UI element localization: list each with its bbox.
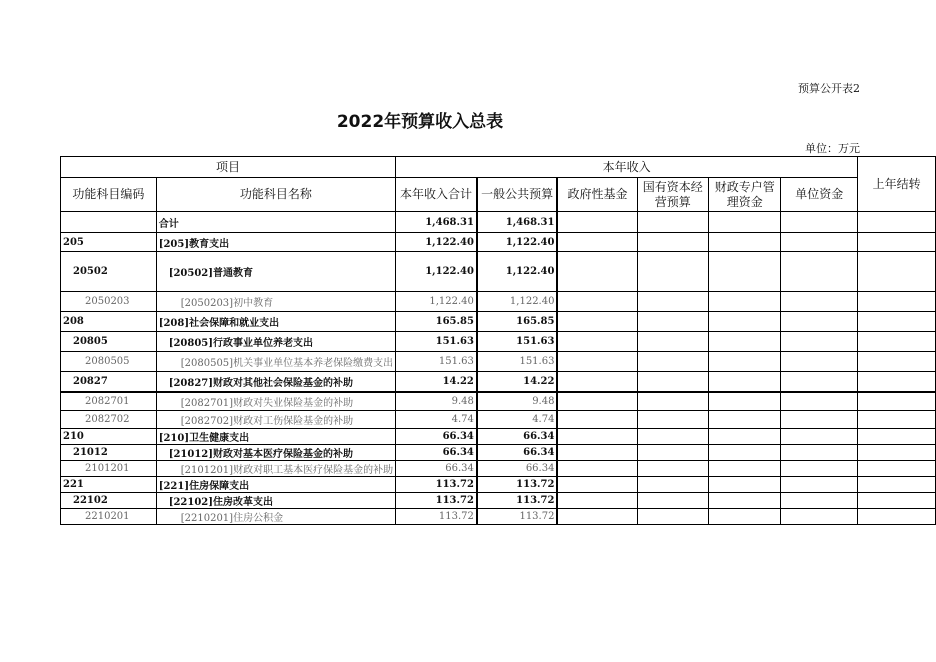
row-carryover: [858, 493, 936, 509]
row-carryover: [858, 352, 936, 372]
row-state-capital-budget: [637, 352, 709, 372]
row-carryover: [858, 372, 936, 392]
row-general-budget: 9.48: [477, 392, 558, 411]
row-special-account-funds: [709, 292, 781, 312]
row-total: 1,122.40: [396, 252, 477, 292]
row-special-account-funds: [709, 212, 781, 233]
row-code: 205: [61, 233, 157, 252]
row-unit-funds: [781, 461, 858, 477]
header-state-capital-budget: 国有资本经营预算: [637, 178, 709, 212]
row-name: [210]卫生健康支出: [156, 429, 395, 445]
row-carryover: [858, 212, 936, 233]
row-total: 151.63: [396, 352, 477, 372]
row-special-account-funds: [709, 477, 781, 493]
header-current-income: 本年收入: [396, 157, 858, 178]
row-name: [2082702]财政对工伤保险基金的补助: [156, 411, 395, 429]
row-special-account-funds: [709, 509, 781, 525]
row-special-account-funds: [709, 461, 781, 477]
row-code: 2101201: [61, 461, 157, 477]
row-carryover: [858, 312, 936, 332]
row-unit-funds: [781, 332, 858, 352]
row-general-budget: 66.34: [477, 445, 558, 461]
row-unit-funds: [781, 352, 858, 372]
row-state-capital-budget: [637, 461, 709, 477]
row-state-capital-budget: [637, 445, 709, 461]
row-unit-funds: [781, 493, 858, 509]
row-name: [208]社会保障和就业支出: [156, 312, 395, 332]
row-general-budget: 151.63: [477, 332, 558, 352]
row-name: [20805]行政事业单位养老支出: [156, 332, 395, 352]
row-government-fund: [557, 212, 637, 233]
row-state-capital-budget: [637, 252, 709, 292]
row-special-account-funds: [709, 493, 781, 509]
row-government-fund: [557, 461, 637, 477]
row-state-capital-budget: [637, 509, 709, 525]
table-number-label: 预算公开表2: [798, 82, 860, 95]
row-general-budget: 14.22: [477, 372, 558, 392]
row-carryover: [858, 332, 936, 352]
row-carryover: [858, 445, 936, 461]
row-code: 208: [61, 312, 157, 332]
row-special-account-funds: [709, 332, 781, 352]
row-code: 2082701: [61, 392, 157, 411]
row-state-capital-budget: [637, 332, 709, 352]
row-name: [205]教育支出: [156, 233, 395, 252]
row-general-budget: 113.72: [477, 509, 558, 525]
row-state-capital-budget: [637, 392, 709, 411]
row-unit-funds: [781, 411, 858, 429]
row-general-budget: 165.85: [477, 312, 558, 332]
table-row: [61, 429, 936, 445]
row-code: 21012: [61, 445, 157, 461]
row-name: [20827]财政对其他社会保险基金的补助: [156, 372, 395, 392]
table-row: [61, 312, 936, 332]
header-project: 项目: [61, 157, 396, 178]
row-special-account-funds: [709, 372, 781, 392]
row-total: 66.34: [396, 445, 477, 461]
row-code: 210: [61, 429, 157, 445]
row-special-account-funds: [709, 429, 781, 445]
row-government-fund: [557, 509, 637, 525]
row-name: [21012]财政对基本医疗保险基金的补助: [156, 445, 395, 461]
row-total: 113.72: [396, 477, 477, 493]
row-carryover: [858, 429, 936, 445]
row-unit-funds: [781, 292, 858, 312]
row-general-budget: 113.72: [477, 477, 558, 493]
row-general-budget: 113.72: [477, 493, 558, 509]
row-government-fund: [557, 372, 637, 392]
table-row: [61, 509, 936, 525]
row-special-account-funds: [709, 233, 781, 252]
row-state-capital-budget: [637, 292, 709, 312]
table-row: [61, 372, 936, 392]
row-special-account-funds: [709, 392, 781, 411]
row-carryover: [858, 411, 936, 429]
row-state-capital-budget: [637, 212, 709, 233]
row-name: [20502]普通教育: [156, 252, 395, 292]
row-name: [2210201]住房公积金: [156, 509, 395, 525]
row-carryover: [858, 392, 936, 411]
row-special-account-funds: [709, 445, 781, 461]
row-name: [2101201]财政对职工基本医疗保险基金的补助: [156, 461, 395, 477]
row-unit-funds: [781, 212, 858, 233]
table-row: [61, 233, 936, 252]
table-row: [61, 461, 936, 477]
row-code: 20805: [61, 332, 157, 352]
row-carryover: [858, 252, 936, 292]
row-carryover: [858, 292, 936, 312]
budget-income-table: [60, 156, 936, 525]
row-general-budget: 66.34: [477, 429, 558, 445]
row-general-budget: 1,468.31: [477, 212, 558, 233]
row-carryover: [858, 233, 936, 252]
table-row: [61, 477, 936, 493]
row-unit-funds: [781, 509, 858, 525]
row-code: [61, 212, 157, 233]
row-special-account-funds: [709, 411, 781, 429]
row-government-fund: [557, 332, 637, 352]
table-row: [61, 392, 936, 411]
row-total: 151.63: [396, 332, 477, 352]
row-general-budget: 1,122.40: [477, 292, 558, 312]
row-unit-funds: [781, 445, 858, 461]
table-body: [61, 212, 936, 525]
row-state-capital-budget: [637, 493, 709, 509]
row-carryover: [858, 461, 936, 477]
row-unit-funds: [781, 252, 858, 292]
row-code: 2082702: [61, 411, 157, 429]
row-general-budget: 1,122.40: [477, 233, 558, 252]
row-general-budget: 4.74: [477, 411, 558, 429]
row-state-capital-budget: [637, 429, 709, 445]
row-total: 165.85: [396, 312, 477, 332]
row-code: 20827: [61, 372, 157, 392]
row-government-fund: [557, 233, 637, 252]
row-unit-funds: [781, 233, 858, 252]
row-government-fund: [557, 477, 637, 493]
row-general-budget: 151.63: [477, 352, 558, 372]
table-row: [61, 352, 936, 372]
row-name: [2082701]财政对失业保险基金的补助: [156, 392, 395, 411]
row-code: 2210201: [61, 509, 157, 525]
row-code: 2050203: [61, 292, 157, 312]
header-unit-funds: 单位资金: [781, 178, 858, 212]
row-code: 20502: [61, 252, 157, 292]
row-general-budget: 66.34: [477, 461, 558, 477]
row-government-fund: [557, 352, 637, 372]
table-row: [61, 493, 936, 509]
row-special-account-funds: [709, 252, 781, 292]
header-total: 本年收入合计: [396, 178, 477, 212]
table-row: [61, 252, 936, 292]
row-carryover: [858, 477, 936, 493]
row-name: [221]住房保障支出: [156, 477, 395, 493]
row-government-fund: [557, 429, 637, 445]
row-total: 113.72: [396, 509, 477, 525]
row-government-fund: [557, 445, 637, 461]
header-code: 功能科目编码: [61, 178, 157, 212]
table-row: [61, 411, 936, 429]
row-government-fund: [557, 392, 637, 411]
table-row: [61, 332, 936, 352]
table-row: [61, 292, 936, 312]
row-code: 221: [61, 477, 157, 493]
row-government-fund: [557, 312, 637, 332]
unit-label: 单位：万元: [805, 142, 860, 155]
row-carryover: [858, 509, 936, 525]
row-state-capital-budget: [637, 477, 709, 493]
header-special-account-funds: 财政专户管理资金: [709, 178, 781, 212]
row-total: 66.34: [396, 429, 477, 445]
row-total: 4.74: [396, 411, 477, 429]
row-code: 2080505: [61, 352, 157, 372]
row-total: 1,468.31: [396, 212, 477, 233]
table-row: [61, 445, 936, 461]
header-name: 功能科目名称: [156, 178, 395, 212]
row-unit-funds: [781, 477, 858, 493]
header-carryover: 上年结转: [858, 157, 936, 212]
row-unit-funds: [781, 392, 858, 411]
row-total: 1,122.40: [396, 292, 477, 312]
row-name: 合计: [156, 212, 395, 233]
row-government-fund: [557, 252, 637, 292]
row-state-capital-budget: [637, 312, 709, 332]
header-general-budget: 一般公共预算: [477, 178, 558, 212]
row-state-capital-budget: [637, 411, 709, 429]
row-government-fund: [557, 411, 637, 429]
row-name: [22102]住房改革支出: [156, 493, 395, 509]
header-government-fund: 政府性基金: [557, 178, 637, 212]
row-total: 66.34: [396, 461, 477, 477]
row-name: [2050203]初中教育: [156, 292, 395, 312]
row-code: 22102: [61, 493, 157, 509]
row-total: 9.48: [396, 392, 477, 411]
row-total: 14.22: [396, 372, 477, 392]
row-total: 113.72: [396, 493, 477, 509]
row-special-account-funds: [709, 312, 781, 332]
row-name: [2080505]机关事业单位基本养老保险缴费支出: [156, 352, 395, 372]
row-general-budget: 1,122.40: [477, 252, 558, 292]
row-special-account-funds: [709, 352, 781, 372]
row-state-capital-budget: [637, 372, 709, 392]
row-unit-funds: [781, 372, 858, 392]
page-title: 2022年预算收入总表: [336, 112, 504, 132]
row-government-fund: [557, 493, 637, 509]
table-row: [61, 212, 936, 233]
row-government-fund: [557, 292, 637, 312]
row-state-capital-budget: [637, 233, 709, 252]
row-unit-funds: [781, 312, 858, 332]
row-total: 1,122.40: [396, 233, 477, 252]
row-unit-funds: [781, 429, 858, 445]
